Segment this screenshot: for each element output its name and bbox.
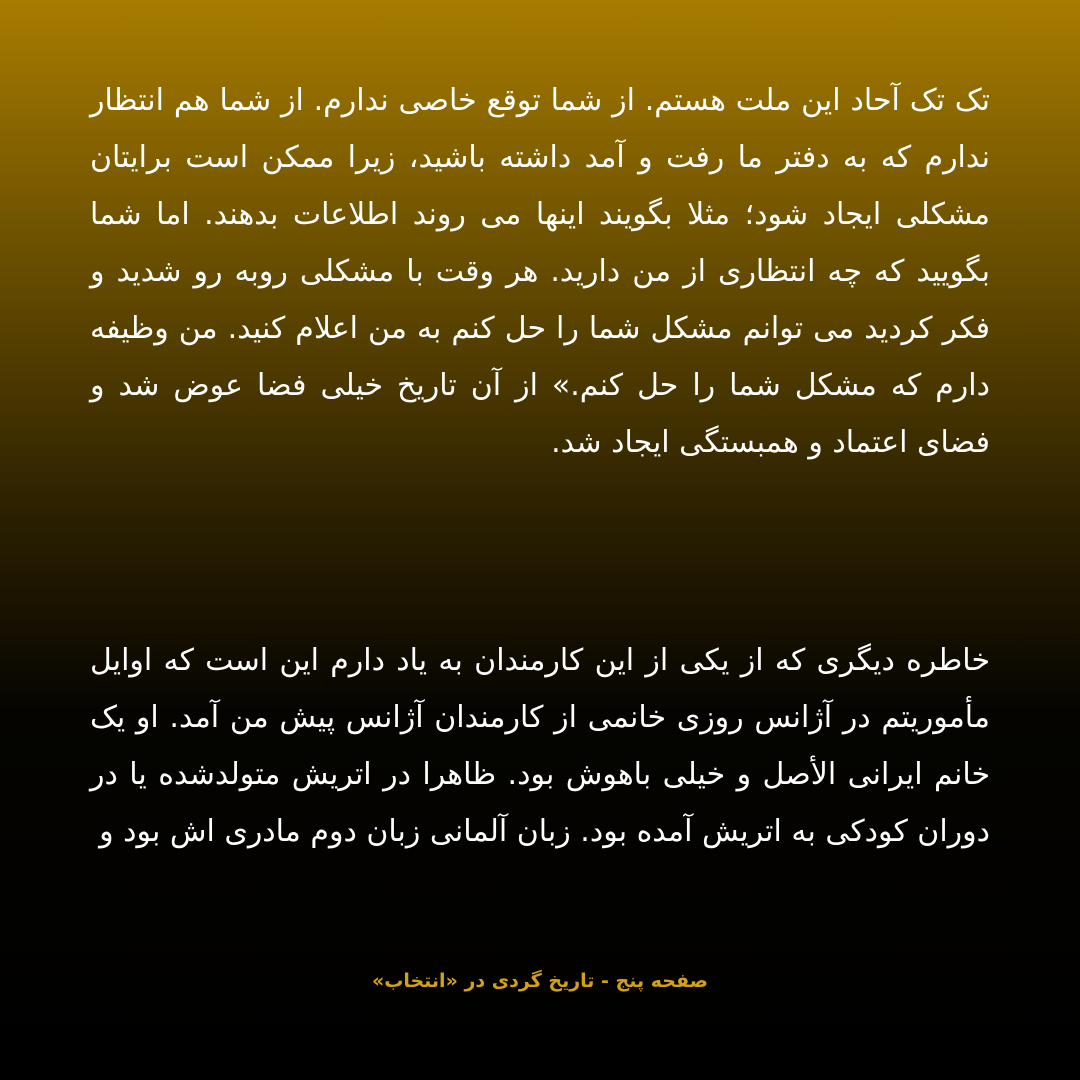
body-paragraph-1: تک تک آحاد این ملت هستم. از شما توقع خاصی ندارم. از شما هم انتظار ندارم که به دفتر ما رفت و آمد داشته باشید، زیرا ممکن است برایتان مشکلی ایجاد شود؛ مثلا بگویند اینها می روند اطلاعات بدهند. اما شما بگویید که چه انتظاری از من دارید. هر وقت با مشکلی روبه رو شدید و فکر کردید می توانم مشکل شما را حل کنم به من اعلام کنید. من وظیفه دارم که مشکل شما را حل کنم.» از آن تاریخ خیلی فضا عوض شد و فضای اعتماد و همبستگی ایجاد شد. (90, 83, 990, 460)
page-footer: صفحه پنج - تاریخ گردی در «انتخاب» (371, 970, 709, 992)
body-paragraph-2: خاطره دیگری که از یکی از این کارمندان به یاد دارم این است که اوایل مأموریتم در آژانس روزی خانمی از کارمندان آژانس پیش من آمد. او یک خانم ایرانی الأصل و خیلی باهوش بود. ظاهرا در اتریش متولدشده یا در دوران کودکی به اتریش آمده بود. زبان آلمانی زبان دوم مادری اش بود و (90, 643, 990, 849)
